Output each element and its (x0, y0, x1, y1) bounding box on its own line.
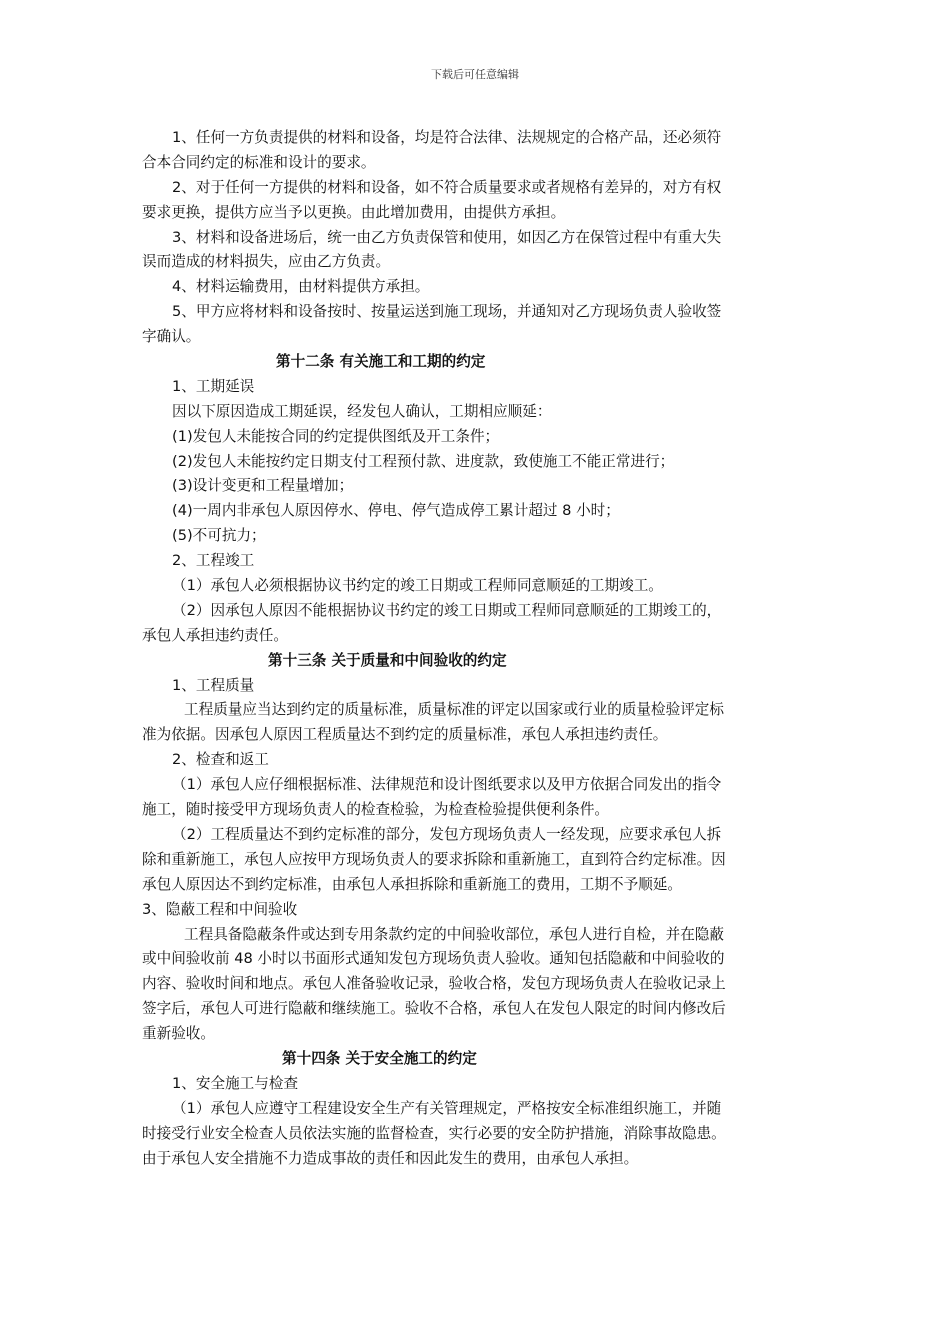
body-line: 1、工期延误 (172, 377, 255, 395)
body-line: 误而造成的材料损失，应由乙方负责。 (142, 253, 391, 271)
body-line: 字确认。 (142, 328, 201, 346)
body-line: 或中间验收前 48 小时以书面形式通知发包方现场负责人验收。通知包括隐蔽和中间验收的 (142, 950, 725, 968)
body-line: 因以下原因造成工期延误，经发包人确认，工期相应顺延： (172, 402, 552, 420)
body-line: (4)一周内非承包人原因停水、停电、停气造成停工累计超过 8 小时； (172, 502, 620, 520)
body-line: 1、安全施工与检查 (172, 1074, 299, 1092)
body-line: 施工，随时接受甲方现场负责人的检查检验，为检查检验提供便利条件。 (142, 801, 610, 819)
body-line: (3)设计变更和工程量增加； (172, 477, 354, 495)
body-line: 工程质量应当达到约定的质量标准，质量标准的评定以国家或行业的质量检验评定标 (184, 701, 724, 719)
section-heading: 第十三条 关于质量和中间验收的约定 (268, 651, 507, 669)
body-line: （2）工程质量达不到约定标准的部分，发包方现场负责人一经发现，应要求承包人拆 (172, 825, 722, 843)
body-line: 承包人承担违约责任。 (142, 626, 288, 644)
page-header: 下载后可任意编辑 (431, 68, 519, 81)
body-line: 签字后，承包人可进行隐蔽和继续施工。验收不合格，承包人在发包人限定的时间内修改后 (142, 1000, 726, 1018)
body-line: (2)发包人未能按约定日期支付工程预付款、进度款，致使施工不能正常进行； (172, 452, 675, 470)
body-line: 3、隐蔽工程和中间验收 (142, 900, 298, 918)
body-line: （2）因承包人原因不能根据协议书约定的竣工日期或工程师同意顺延的工期竣工的， (172, 601, 722, 619)
body-line: 1、工程质量 (172, 676, 255, 694)
body-line: 3、材料和设备进场后，统一由乙方负责保管和使用，如因乙方在保管过程中有重大失 (172, 228, 722, 246)
body-line: 时接受行业安全检查人员依法实施的监督检查，实行必要的安全防护措施，消除事故隐患。 (142, 1124, 726, 1142)
document-body (142, 126, 808, 1171)
body-line: 1、任何一方负责提供的材料和设备，均是符合法律、法规规定的合格产品，还必须符 (172, 129, 722, 146)
body-line: 由于承包人安全措施不力造成事故的责任和因此发生的费用，由承包人承担。 (142, 1149, 639, 1167)
body-line: 准为依据。因承包人原因工程质量达不到约定的质量标准，承包人承担违约责任。 (142, 726, 668, 744)
body-line: 除和重新施工，承包人应按甲方现场负责人的要求拆除和重新施工，直到符合约定标准。因 (142, 850, 726, 868)
body-line: 工程具备隐蔽条件或达到专用条款约定的中间验收部位，承包人进行自检，并在隐蔽 (184, 925, 724, 943)
body-line: 2、对于任何一方提供的材料和设备，如不符合质量要求或者规格有差异的，对方有权 (172, 178, 722, 196)
body-line: (1)发包人未能按合同的约定提供图纸及开工条件； (172, 427, 500, 445)
body-line: 2、工程竣工 (172, 552, 255, 570)
section-heading: 第十二条 有关施工和工期的约定 (276, 353, 486, 371)
body-line: （1）承包人应遵守工程建设安全生产有关管理规定，严格按安全标准组织施工，并随 (172, 1099, 722, 1117)
body-line: （1）承包人必须根据协议书约定的竣工日期或工程师同意顺延的工期竣工。 (172, 577, 663, 595)
section-heading: 第十四条 关于安全施工的约定 (282, 1049, 477, 1067)
body-line: 重新验收。 (142, 1025, 215, 1043)
body-line: 4、材料运输费用，由材料提供方承担。 (172, 278, 430, 296)
body-line: （1）承包人应仔细根据标准、法律规范和设计图纸要求以及甲方依据合同发出的指令 (172, 776, 722, 794)
body-line: 5、甲方应将材料和设备按时、按量运送到施工现场，并通知对乙方现场负责人验收签 (172, 303, 722, 321)
body-line: (5)不可抗力； (172, 527, 266, 545)
body-line: 内容、验收时间和地点。承包人准备验收记录，验收合格，发包方现场负责人在验收记录上 (142, 975, 726, 993)
body-line: 承包人原因达不到约定标准，由承包人承担拆除和重新施工的费用，工期不予顺延。 (142, 875, 682, 893)
body-line: 2、检查和返工 (172, 751, 269, 769)
body-line: 合本合同约定的标准和设计的要求。 (142, 153, 376, 171)
body-line: 要求更换，提供方应当予以更换。由此增加费用，由提供方承担。 (142, 203, 566, 221)
